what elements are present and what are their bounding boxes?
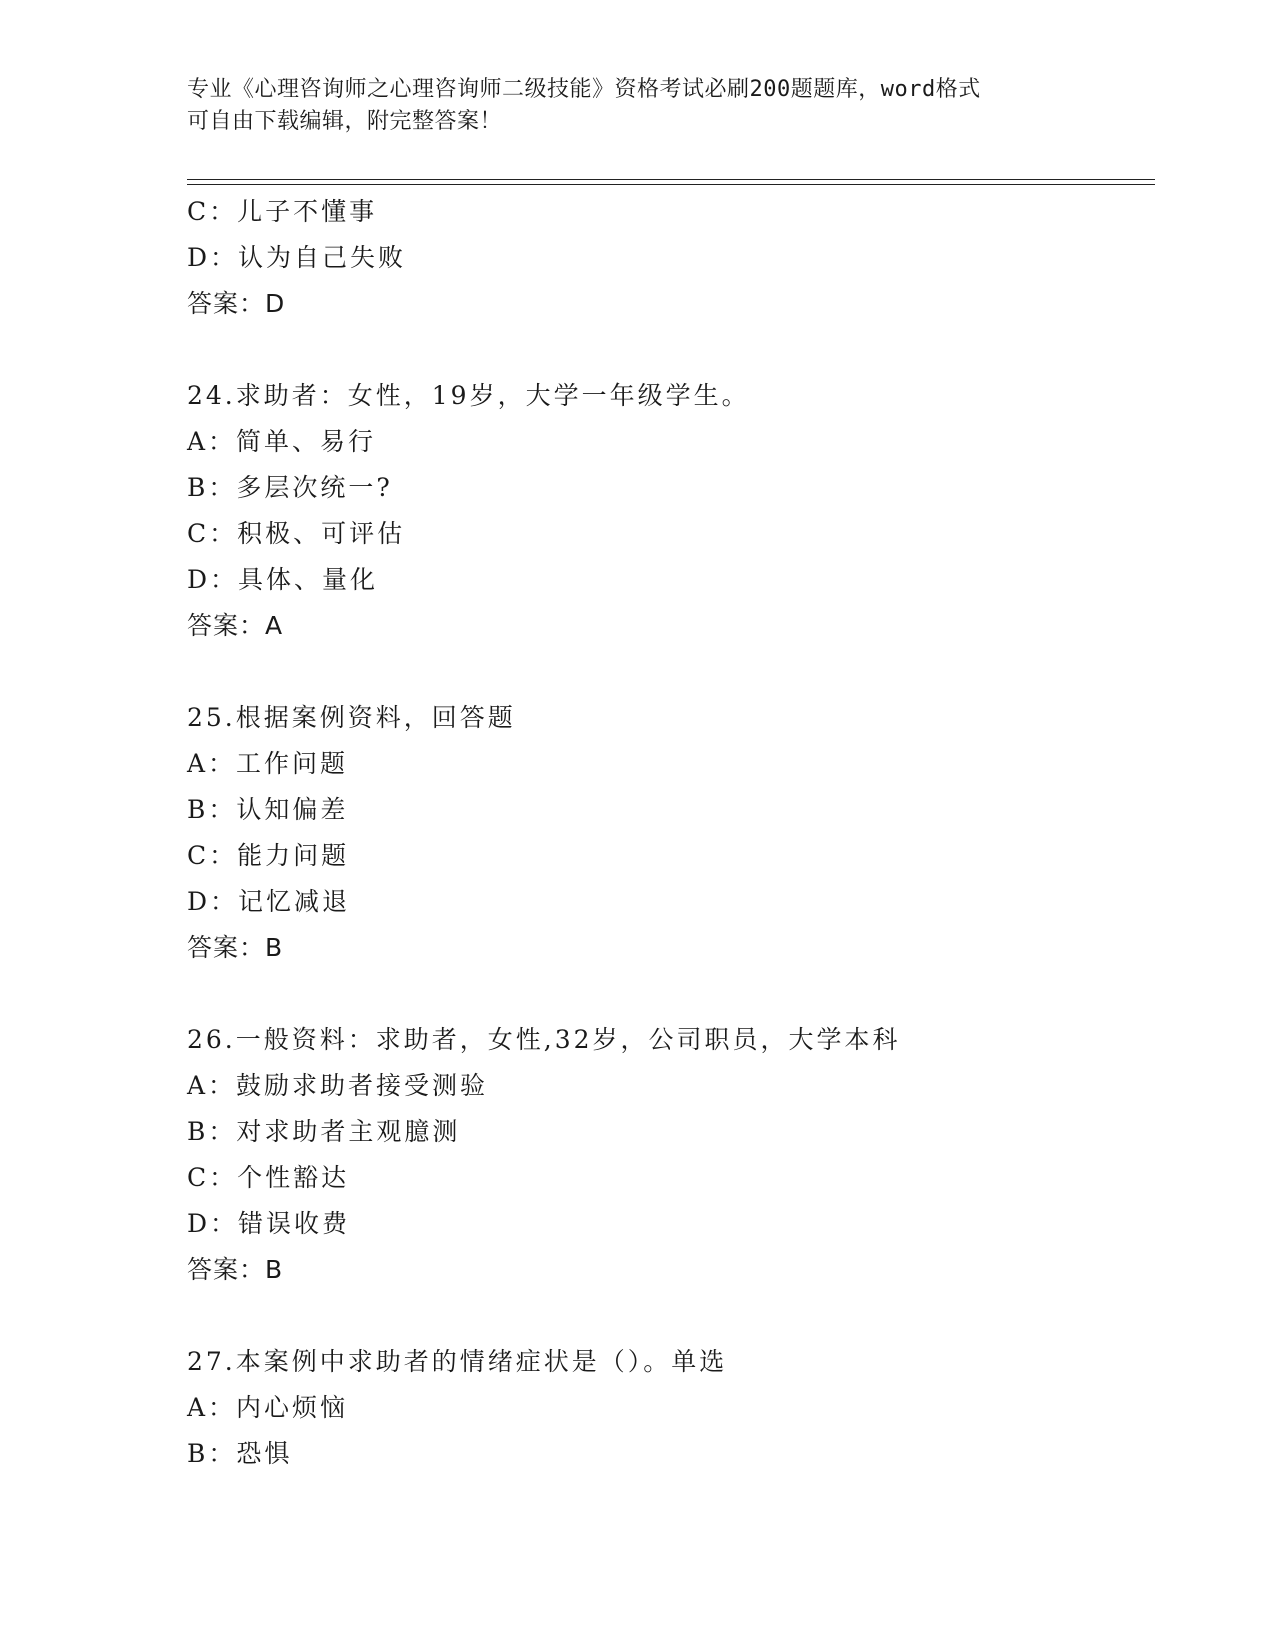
question-stem: 27.本案例中求助者的情绪症状是（）。单选 <box>187 1347 728 1376</box>
question-stem: 25.根据案例资料，回答题 <box>187 703 516 732</box>
question-stem: 24.求助者：女性，19岁，大学一年级学生。 <box>187 381 750 410</box>
question-block-27 <box>187 1339 1147 1477</box>
option-a: A：鼓励求助者接受测验 <box>187 1071 489 1100</box>
page-header <box>187 74 1087 138</box>
option-d: D：具体、量化 <box>187 565 379 594</box>
question-stem: 26.一般资料：求助者，女性,32岁，公司职员，大学本科 <box>187 1025 901 1054</box>
option-a: A：工作问题 <box>187 749 349 778</box>
answer-line: 答案：B <box>187 1255 284 1284</box>
header-divider-top <box>187 179 1155 180</box>
option-d: D：记忆减退 <box>187 887 351 916</box>
header-title-line-2: 可自由下载编辑，附完整答案！ <box>187 109 503 134</box>
question-block-23-continued <box>187 189 1147 327</box>
option-b: B：对求助者主观臆测 <box>187 1117 461 1146</box>
option-b: B：多层次统一? <box>187 473 393 502</box>
option-c: C：积极、可评估 <box>187 519 406 548</box>
option-c: C：能力问题 <box>187 841 350 870</box>
option-b: B：恐惧 <box>187 1439 293 1468</box>
option-b: B：认知偏差 <box>187 795 349 824</box>
option-d: D：认为自己失败 <box>187 243 407 272</box>
spacer <box>187 327 1147 373</box>
spacer <box>187 971 1147 1017</box>
option-c: C：儿子不懂事 <box>187 197 378 226</box>
question-block-25 <box>187 695 1147 971</box>
spacer <box>187 649 1147 695</box>
answer-line: 答案：B <box>187 933 284 962</box>
question-block-26 <box>187 1017 1147 1293</box>
option-c: C：个性豁达 <box>187 1163 350 1192</box>
header-title-line-1: 专业《心理咨询师之心理咨询师二级技能》资格考试必刷200题题库，word格式 <box>187 77 981 102</box>
option-a: A：内心烦恼 <box>187 1393 349 1422</box>
answer-line: 答案：D <box>187 289 286 318</box>
answer-line: 答案：A <box>187 611 284 640</box>
question-block-24 <box>187 373 1147 649</box>
question-list <box>187 189 1147 1477</box>
spacer <box>187 1293 1147 1339</box>
option-a: A：简单、易行 <box>187 427 377 456</box>
option-d: D：错误收费 <box>187 1209 351 1238</box>
header-divider-bottom <box>187 184 1155 185</box>
